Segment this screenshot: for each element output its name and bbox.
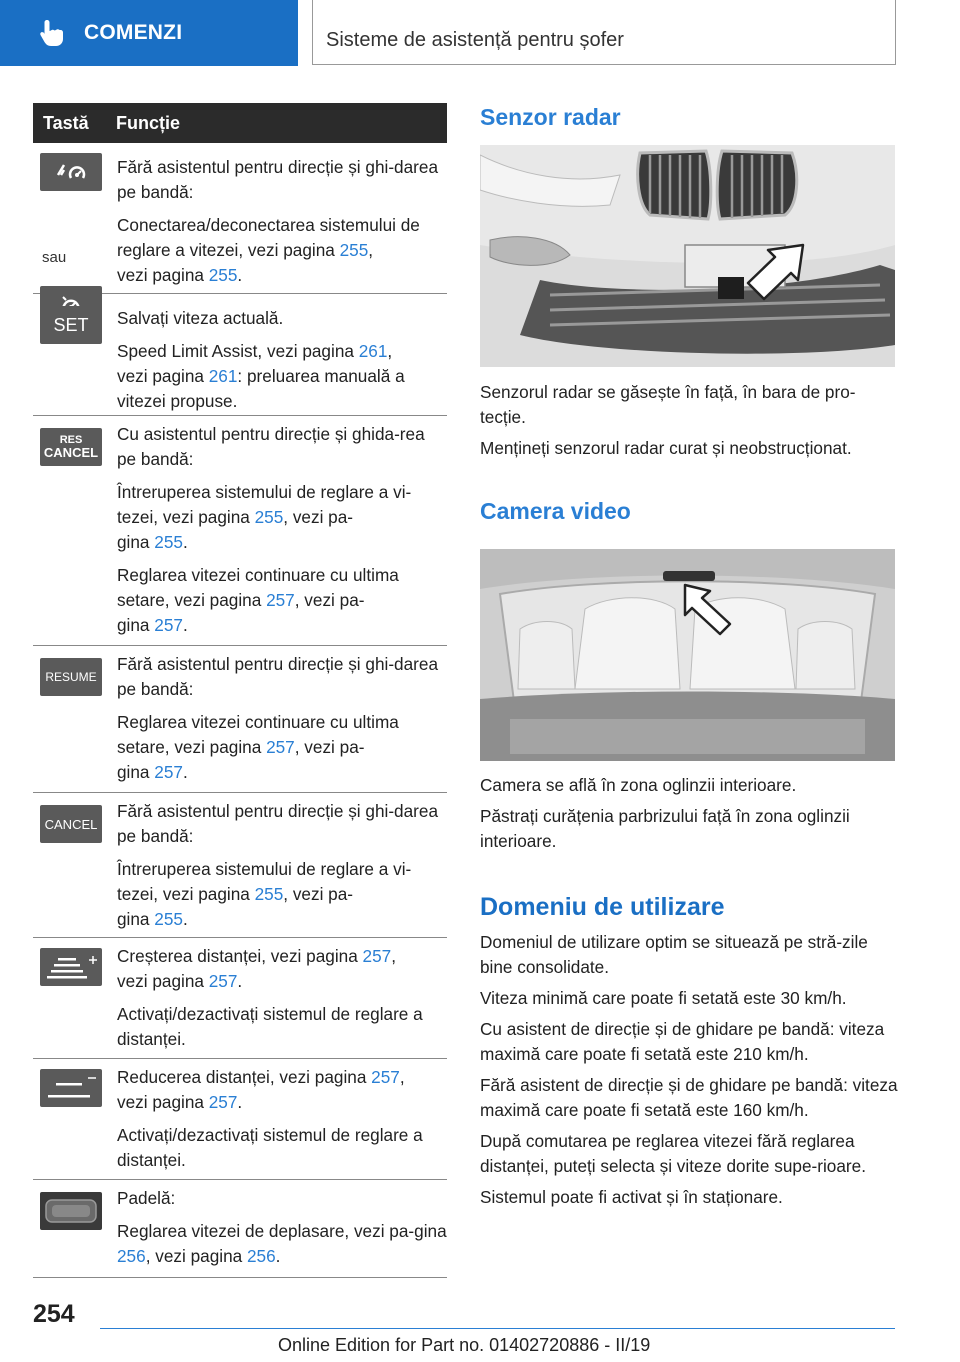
set-key-icon: SET bbox=[40, 306, 102, 344]
row-text: Conectarea/deconectarea sistemului de reglare a vitezei, vezi pagina 255, vezi pagina 255. bbox=[117, 215, 420, 285]
radar-sensor-image bbox=[480, 145, 895, 367]
row-text: Întreruperea sistemului de reglare a vi-tezei, vezi pagina 255, vezi pa- gina 255. bbox=[117, 859, 412, 929]
page-link[interactable]: 255 bbox=[254, 884, 284, 904]
page-header bbox=[0, 0, 960, 66]
page-link[interactable]: 256 bbox=[246, 1246, 276, 1266]
camera-heading: Camera video bbox=[480, 498, 631, 524]
row-text: Reglarea vitezei continuare cu ultima setare, vezi pagina 257, vezi pa- gina 257. bbox=[117, 712, 399, 782]
cancel-key-icon: CANCEL bbox=[40, 805, 102, 843]
paragraph: Păstrați curățenia parbrizului față în zona oglinzii interioare. bbox=[480, 806, 850, 851]
page-link[interactable]: 255 bbox=[339, 240, 369, 260]
edition-text: Online Edition for Part no. 01402720886 - II/19 bbox=[278, 1335, 651, 1355]
page-link[interactable]: 257 bbox=[208, 1092, 238, 1112]
paragraph: Sistemul poate fi activat și în staționare. bbox=[480, 1187, 783, 1207]
col-header-function: Funcție bbox=[116, 112, 181, 133]
page-link[interactable]: 255 bbox=[154, 532, 183, 552]
paragraph: După comutarea pe reglarea vitezei fără reglarea distanței, puteți selecta și viteze dorite supe-rioare. bbox=[480, 1131, 866, 1176]
or-label: sau bbox=[42, 249, 67, 266]
camera-text bbox=[480, 773, 900, 860]
chapter-tab bbox=[312, 0, 896, 65]
page-link[interactable]: 257 bbox=[154, 615, 183, 635]
paddle-key-icon bbox=[40, 1192, 102, 1230]
key-function-table bbox=[33, 103, 447, 1278]
row-text: Cu asistentul pentru direcție și ghida-rea pe bandă: bbox=[117, 424, 425, 469]
table-row bbox=[33, 793, 447, 938]
row-text: Fără asistentul pentru direcție și ghi-darea pe bandă: bbox=[117, 157, 438, 202]
page-number: 254 bbox=[33, 1300, 75, 1328]
usage-heading: Domeniu de utilizare bbox=[480, 893, 725, 921]
page-link[interactable]: 255 bbox=[208, 265, 238, 285]
page-link[interactable]: 255 bbox=[154, 909, 183, 929]
row-text: Activați/dezactivați sistemul de reglare a distanței. bbox=[117, 1004, 423, 1049]
paragraph: Viteza minimă care poate fi setată este 30 km/h. bbox=[480, 988, 847, 1008]
hand-pointer-icon bbox=[38, 18, 66, 48]
table-row bbox=[33, 1180, 447, 1278]
row-text: Fără asistentul pentru direcție și ghi-darea pe bandă: bbox=[117, 801, 438, 846]
page-link[interactable]: 261 bbox=[358, 341, 388, 361]
paragraph: Senzorul radar se găsește în față, în bara de pro-tecție. bbox=[480, 382, 856, 427]
steering-assist-key-icon bbox=[40, 153, 102, 191]
table-header bbox=[33, 103, 447, 143]
footer-divider bbox=[100, 1328, 895, 1329]
row-text: Fără asistentul pentru direcție și ghi-darea pe bandă: bbox=[117, 654, 438, 699]
row-text: Speed Limit Assist, vezi pagina 261, vezi pagina 261: preluarea manuală a vitezei propuse. bbox=[117, 341, 405, 411]
paragraph: Domeniul de utilizare optim se situează pe stră-zile bine consolidate. bbox=[480, 932, 868, 977]
row-text: Creșterea distanței, vezi pagina 257, vezi pagina 257. bbox=[117, 946, 397, 991]
paragraph: Camera se află în zona oglinzii interioare. bbox=[480, 775, 797, 795]
table-row bbox=[33, 646, 447, 793]
distance-decrease-key-icon bbox=[40, 1069, 102, 1107]
page-link[interactable]: 261 bbox=[208, 366, 238, 386]
radar-text bbox=[480, 380, 900, 467]
table-row bbox=[33, 938, 447, 1059]
page-link[interactable]: 257 bbox=[208, 971, 238, 991]
paragraph: Mențineți senzorul radar curat și neobstrucționat. bbox=[480, 438, 852, 458]
res-cancel-key-icon: RES CANCEL bbox=[40, 428, 102, 466]
page-link[interactable]: 257 bbox=[154, 762, 183, 782]
row-text: Activați/dezactivați sistemul de reglare a distanței. bbox=[117, 1125, 423, 1170]
usage-text bbox=[480, 930, 900, 1216]
row-text: Întreruperea sistemului de reglare a vi-tezei, vezi pagina 255, vezi pa- gina 255. bbox=[117, 482, 412, 552]
page-link[interactable]: 257 bbox=[362, 946, 392, 966]
paragraph: Fără asistent de direcție și de ghidare pe bandă: viteza maximă care poate fi setată este 160 km/h. bbox=[480, 1075, 898, 1120]
row-text: Reducerea distanței, vezi pagina 257, vezi pagina 257. bbox=[117, 1067, 405, 1112]
row-text: Reglarea vitezei de deplasare, vezi pa-gina 256, vezi pagina 256. bbox=[117, 1221, 447, 1266]
page-link[interactable]: 257 bbox=[266, 737, 295, 757]
row-text: Padelă: bbox=[117, 1188, 176, 1208]
row-text: Salvați viteza actuală. bbox=[117, 308, 284, 328]
row-text: Reglarea vitezei continuare cu ultima setare, vezi pagina 257, vezi pa- gina 257. bbox=[117, 565, 399, 635]
radar-heading: Senzor radar bbox=[480, 104, 621, 130]
table-row bbox=[33, 143, 447, 294]
page-link[interactable]: 257 bbox=[266, 590, 295, 610]
page-link[interactable]: 257 bbox=[371, 1067, 400, 1087]
col-header-key: Tastă bbox=[43, 112, 89, 133]
camera-video-image bbox=[480, 549, 895, 761]
distance-increase-key-icon bbox=[40, 948, 102, 986]
section-tab bbox=[0, 0, 298, 66]
paragraph: Cu asistent de direcție și de ghidare pe bandă: viteza maximă care poate fi setată este 210 km/h. bbox=[480, 1019, 885, 1064]
section-title: COMENZI bbox=[84, 21, 183, 44]
table-row bbox=[33, 416, 447, 646]
page-link[interactable]: 256 bbox=[117, 1246, 146, 1266]
table-row bbox=[33, 294, 447, 416]
resume-key-icon: RESUME bbox=[40, 658, 102, 696]
page-link[interactable]: 255 bbox=[254, 507, 284, 527]
chapter-title: Sisteme de asistență pentru șofer bbox=[326, 29, 624, 51]
table-row bbox=[33, 1059, 447, 1180]
